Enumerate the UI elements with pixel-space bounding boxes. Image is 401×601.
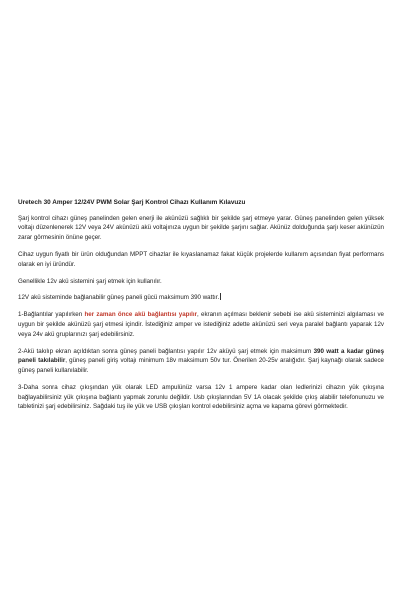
document-title: Uretech 30 Amper 12/24V PWM Solar Şarj Kontrol Cihazı Kullanım Kılavuzu	[18, 199, 246, 206]
step-1-warning: her zaman önce akü bağlantısı yapılır	[84, 311, 197, 319]
paragraph-intro: Şarj kontrol cihazı güneş panelinden gelen enerji ile akünüzü sağlıklı bir şekilde şarj etmeye yarar. Güneş panelinden gelen yüksek voltajı düzenlenerek 12V veya 24V akünüzü akü voltajınıza uygun bir şekilde şarjını sağlar. Akünüz dolduğunda şarjı keser akünüzün zarar görmesinin önüne geçer.	[18, 214, 384, 242]
paragraph-step-1	[18, 310, 384, 339]
paragraph-max-power	[18, 293, 384, 303]
step-1-text-end: , ekranın açılması beklenir sebebi ise akü sisteminizi algılaması ve uygun bir şekilde akünüzü şarj etmesi içindir. İstediğiniz amper ve istediğiniz adette akünüzü seri veya paralel bağlantı yaparak 12v veya 24v akü gruplarınızı şarj edebilirsiniz.	[18, 311, 384, 338]
document-body	[18, 198, 384, 419]
step-1-text-start: 1-Bağlantılar yapılırken	[18, 311, 85, 319]
paragraph-step-2	[18, 347, 384, 376]
paragraph-usage: Genellikle 12v akü sistemini şarj etmek için kullanılır.	[18, 277, 162, 285]
paragraph-price-note: Cihaz uygun fiyatlı bir ürün olduğundan MPPT cihazlar ile kıyaslanamaz fakat küçük projelerde kullanım açısından fiyat performans olarak en iyi üründür.	[18, 251, 384, 268]
text-cursor	[220, 293, 221, 300]
paragraph-step-3: 3-Daha sonra cihaz çıkışından yük olarak LED ampulünüz varsa 12v 1 ampere kadar olan ledlerinizi cihazın yük çıkışına bağlayabilirsiniz yük çıkışına bağlantı yapmak zorunlu değildir. Usb çıkışlarından 5V 1A olacak şekilde çıkış alabilir telefonunuzu ve tabletinizi şarj edebilirsiniz. Sağdaki tuş ile yük ve USB çıkışları kontrol edebilirsiniz açma ve kapama görevi görmektedir.	[18, 383, 384, 411]
step-2-text-end: , güneş paneli giriş voltajı minimum 18v maksimum 50v tur. Önerilen 20-25v aralığıdır. Şarj kaynağı olarak sadece güneş paneli kullanılabilir.	[18, 357, 384, 375]
step-2-text-start: 2-Akü takılıp ekran açıldıktan sonra güneş paneli bağlantısı yapılır 12v aküyü şarj etmek için maksimum	[18, 347, 314, 355]
max-power-text: 12V akü sisteminde bağlanabilir güneş paneli gücü maksimum 390 wattır.	[18, 294, 220, 302]
step-2-highlight: 390 watt a kadar güneş paneli takılabilir	[18, 347, 385, 365]
